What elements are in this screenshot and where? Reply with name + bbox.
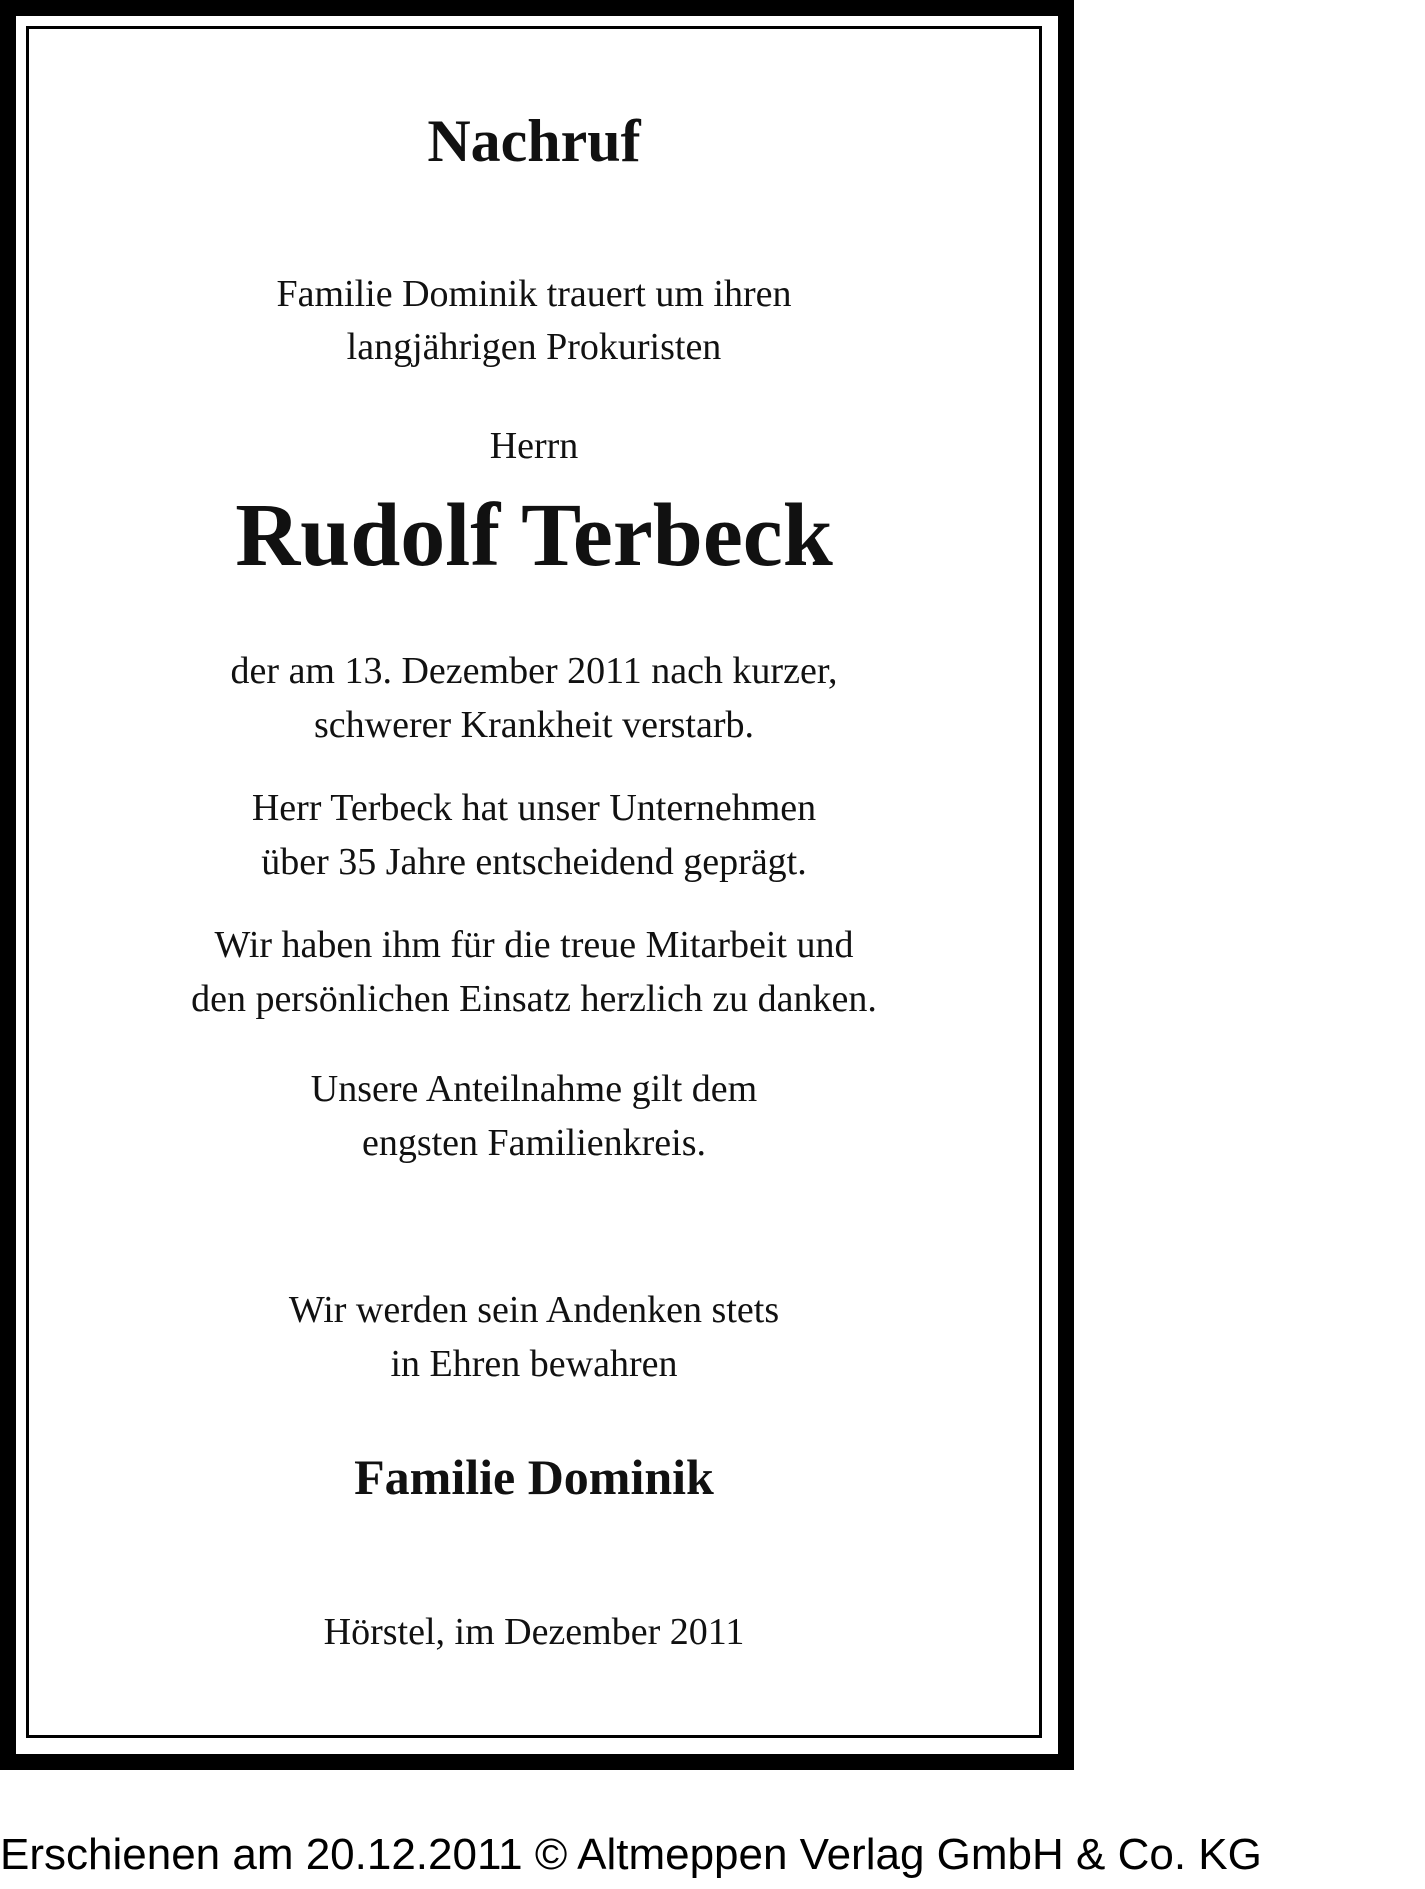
condolence-line-2: engsten Familienkreis. bbox=[361, 1122, 707, 1164]
intro-line-1: Familie Dominik trauert um ihren bbox=[276, 273, 792, 315]
signature: Familie Dominik bbox=[354, 1449, 714, 1505]
deceased-name: Rudolf Terbeck bbox=[235, 486, 833, 585]
tribute-line-1: Herr Terbeck hat unser Unternehmen bbox=[251, 787, 817, 829]
place-date: Hörstel, im Dezember 2011 bbox=[323, 1611, 745, 1653]
death-text-line-1: der am 13. Dezember 2011 nach kurzer, bbox=[230, 650, 838, 692]
remembrance-line-1: Wir werden sein Andenken stets bbox=[288, 1289, 780, 1331]
tribute-line-2: über 35 Jahre entscheidend geprägt. bbox=[261, 841, 807, 883]
salutation: Herrn bbox=[489, 425, 579, 467]
thanks-line-2: den persönlichen Einsatz herzlich zu danken. bbox=[191, 978, 877, 1020]
thanks-line-1: Wir haben ihm für die treue Mitarbeit und bbox=[214, 924, 854, 966]
notice-title: Nachruf bbox=[427, 108, 641, 174]
condolence-line-1: Unsere Anteilnahme gilt dem bbox=[310, 1068, 758, 1110]
intro-line-2: langjährigen Prokuristen bbox=[346, 326, 722, 368]
obituary-notice bbox=[26, 26, 1042, 1738]
remembrance-line-2: in Ehren bewahren bbox=[390, 1343, 678, 1385]
death-text-line-2: schwerer Krankheit verstarb. bbox=[314, 704, 754, 746]
publication-footer: Erschienen am 20.12.2011 © Altmeppen Verlag GmbH & Co. KG bbox=[0, 1830, 1262, 1879]
